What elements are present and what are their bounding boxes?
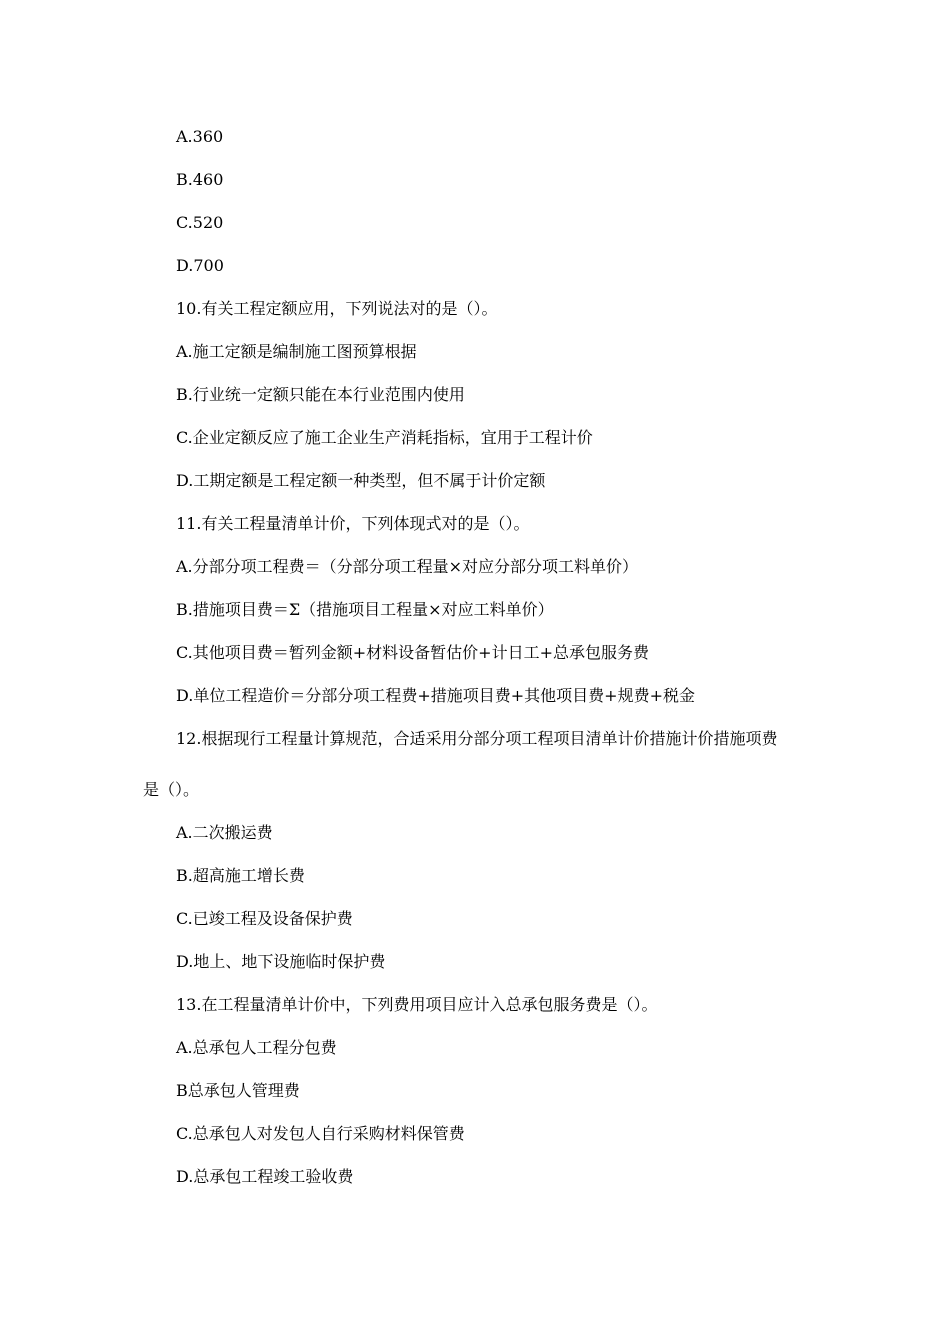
q10-option-a: A.施工定额是编制施工图预算根据 [176,342,417,361]
q11-option-b: B.措施项目费＝Σ（措施项目工程量×对应工料单价） [176,600,554,619]
q12-option-c: C.已竣工程及设备保护费 [176,909,353,928]
q12-stem: 12.根据现行工程量计算规范，合适采用分部分项工程项目清单计价措施计价措施项费 [176,729,778,748]
q11-stem: 11.有关工程量清单计价，下列体现式对的是（）。 [176,514,530,533]
q12-option-b: B.超高施工增长费 [176,866,305,885]
q12-option-a: A.二次搬运费 [176,823,273,842]
q10-option-c: C.企业定额反应了施工企业生产消耗指标，宜用于工程计价 [176,428,593,447]
q9-option-d: D.700 [176,256,224,275]
q10-option-b: B.行业统一定额只能在本行业范围内使用 [176,385,465,404]
q12-stem-continuation: 是（）。 [143,780,200,799]
q11-option-d: D.单位工程造价＝分部分项工程费+措施项目费+其他项目费+规费+税金 [176,686,695,705]
q12-option-d: D.地上、地下设施临时保护费 [176,952,386,971]
q9-option-a: A.360 [176,127,224,146]
q10-stem: 10.有关工程定额应用，下列说法对的是（）。 [176,299,498,318]
q9-option-b: B.460 [176,170,224,189]
q11-option-c: C.其他项目费＝暂列金额+材料设备暂估价+计日工+总承包服务费 [176,643,649,662]
q13-option-b: B总承包人管理费 [176,1081,300,1100]
q13-option-d: D.总承包工程竣工验收费 [176,1167,354,1186]
q9-option-c: C.520 [176,213,224,232]
q13-option-c: C.总承包人对发包人自行采购材料保管费 [176,1124,465,1143]
q10-option-d: D.工期定额是工程定额一种类型，但不属于计价定额 [176,471,546,490]
q11-option-a: A.分部分项工程费＝（分部分项工程量×对应分部分项工料单价） [176,557,639,576]
q13-option-a: A.总承包人工程分包费 [176,1038,337,1057]
q13-stem: 13.在工程量清单计价中，下列费用项目应计入总承包服务费是（）。 [176,995,658,1014]
